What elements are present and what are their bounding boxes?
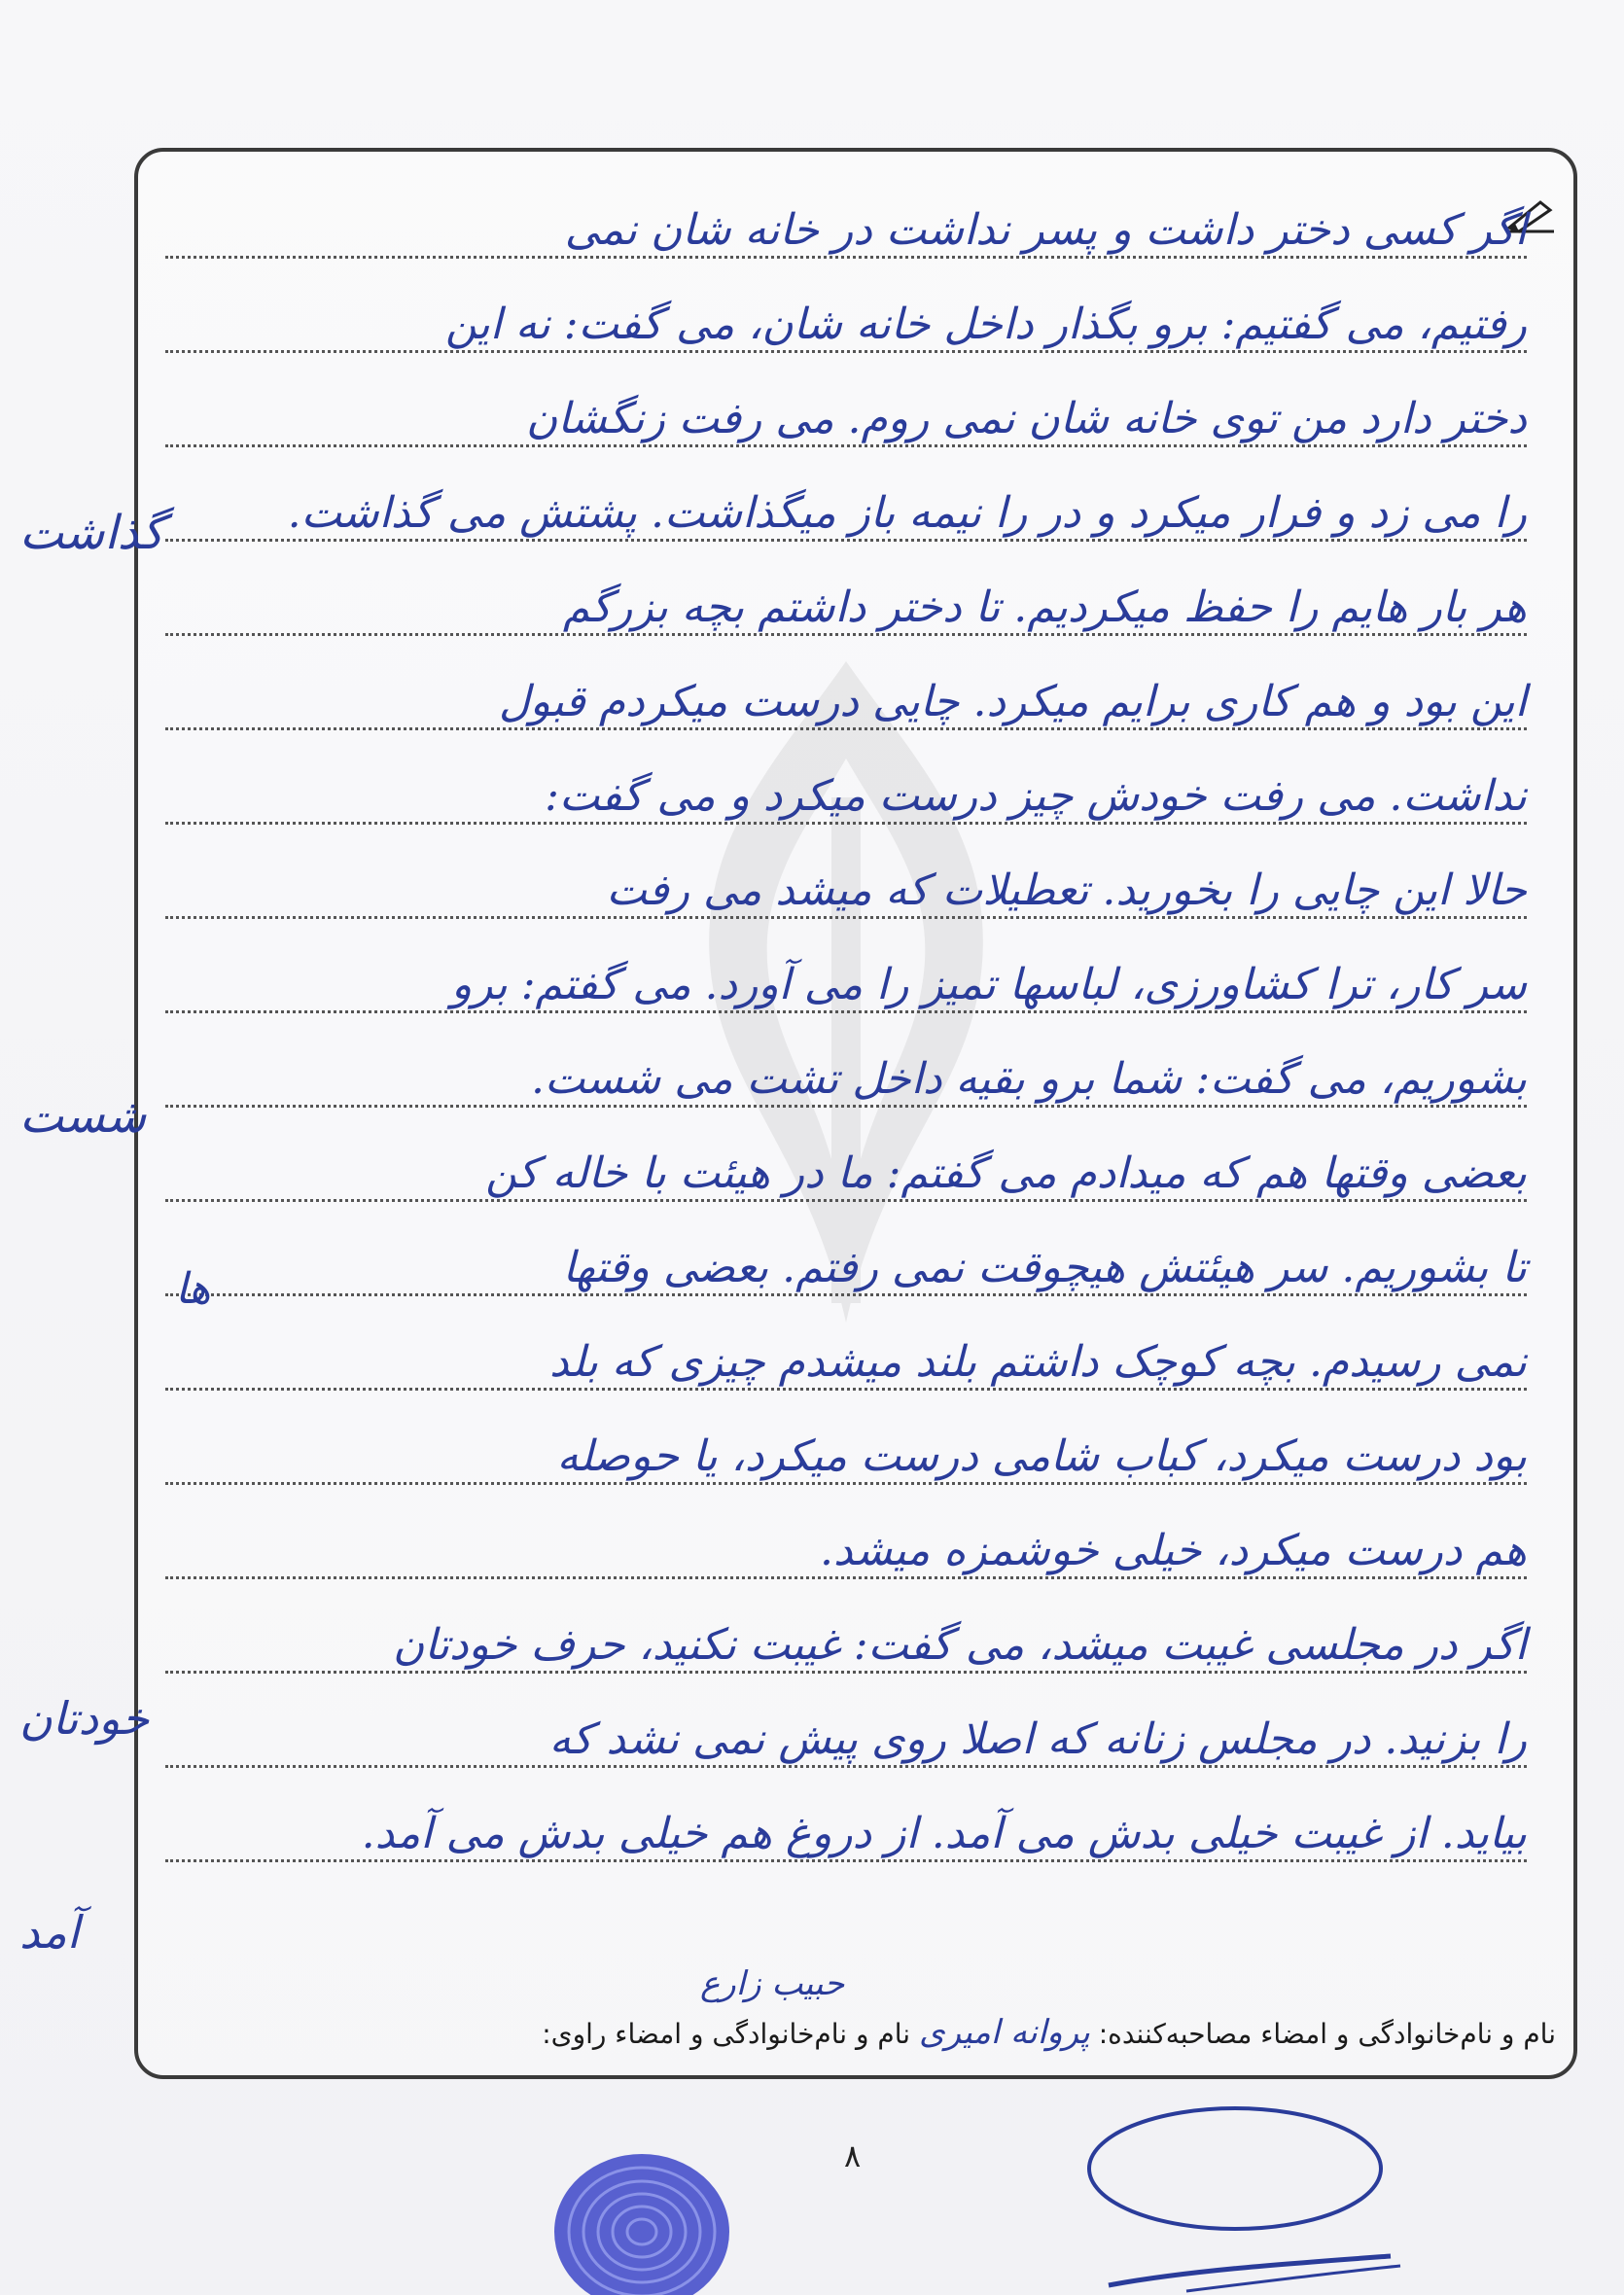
text-line: نداشت. می رفت خودش چیز درست میکرد و می گفت: <box>165 751 1527 838</box>
margin-note: خودتان <box>19 1692 150 1745</box>
margin-note: ها <box>175 1264 211 1314</box>
narrator-label: نام و نام‌خانوادگی و امضاء راوی: <box>542 2018 911 2050</box>
text-line: بعضی وقتها هم که میدادم می گفتم: ما در هیئت با خاله کن <box>165 1128 1527 1216</box>
text-line: را بزنید. در مجلس زنانه که اصلا روی پیش نمی نشد که <box>165 1694 1527 1782</box>
text-line: بود درست میکرد، کباب شامی درست میکرد، یا حوصله <box>165 1411 1527 1499</box>
signature-scribble <box>1070 2101 1478 2295</box>
text-line: هر بار هایم را حفظ میکردیم. تا دختر داشتم بچه بزرگم <box>165 562 1527 650</box>
handwritten-text-block <box>165 185 1527 2013</box>
text-line: تا بشوریم. سر هیئتش هیچوقت نمی رفتم. بعضی وقتها <box>165 1222 1527 1310</box>
text-line: هم درست میکرد، خیلی خوشمزه میشد. <box>165 1505 1527 1593</box>
fingerprint-mark <box>545 2125 739 2295</box>
text-line: این بود و هم کاری برایم میکرد. چایی درست میکردم قبول <box>165 656 1527 744</box>
text-line: بیاید. از غیبت خیلی بدش می آمد. از دروغ هم خیلی بدش می آمد. <box>165 1788 1527 1876</box>
interviewer-label: نام و نام‌خانوادگی و امضاء مصاحبه‌کننده: <box>1098 2018 1556 2050</box>
text-line: بشوریم، می گفت: شما برو بقیه داخل تشت می شست. <box>165 1034 1527 1121</box>
text-line: اگر کسی دختر داشت و پسر نداشت در خانه شان نمی <box>165 185 1527 272</box>
margin-note: گذاشت <box>19 506 164 560</box>
text-line: دختر دارد من توی خانه شان نمی روم. می رفت زنگشان <box>165 373 1527 461</box>
text-line: حالا این چایی را بخورید. تعطیلات که میشد می رفت <box>165 845 1527 933</box>
narrator-signature-name: حبیب زارع <box>700 1964 845 2003</box>
text-line: سر کار، ترا کشاورزی، لباسها تمیز را می آورد. می گفتم: برو <box>165 939 1527 1027</box>
text-line: رفتیم، می گفتیم: برو بگذار داخل خانه شان، می گفت: نه این <box>165 279 1527 367</box>
signature-footer <box>542 2013 1556 2052</box>
margin-note: شست <box>19 1089 147 1144</box>
text-line: نمی رسیدم. بچه کوچک داشتم بلند میشدم چیزی که بلد <box>165 1317 1527 1404</box>
text-line: را می زد و فرار میکرد و در را نیمه باز میگذاشت. پشتش می گذاشت. <box>165 468 1527 555</box>
margin-note: آمد <box>19 1906 80 1959</box>
page-number: ۸ <box>844 2137 862 2174</box>
text-line: اگر در مجلسی غیبت میشد، می گفت: غیبت نکنید، حرف خودتان <box>165 1600 1527 1687</box>
interviewer-name: پروانه امیری <box>918 2013 1090 2052</box>
